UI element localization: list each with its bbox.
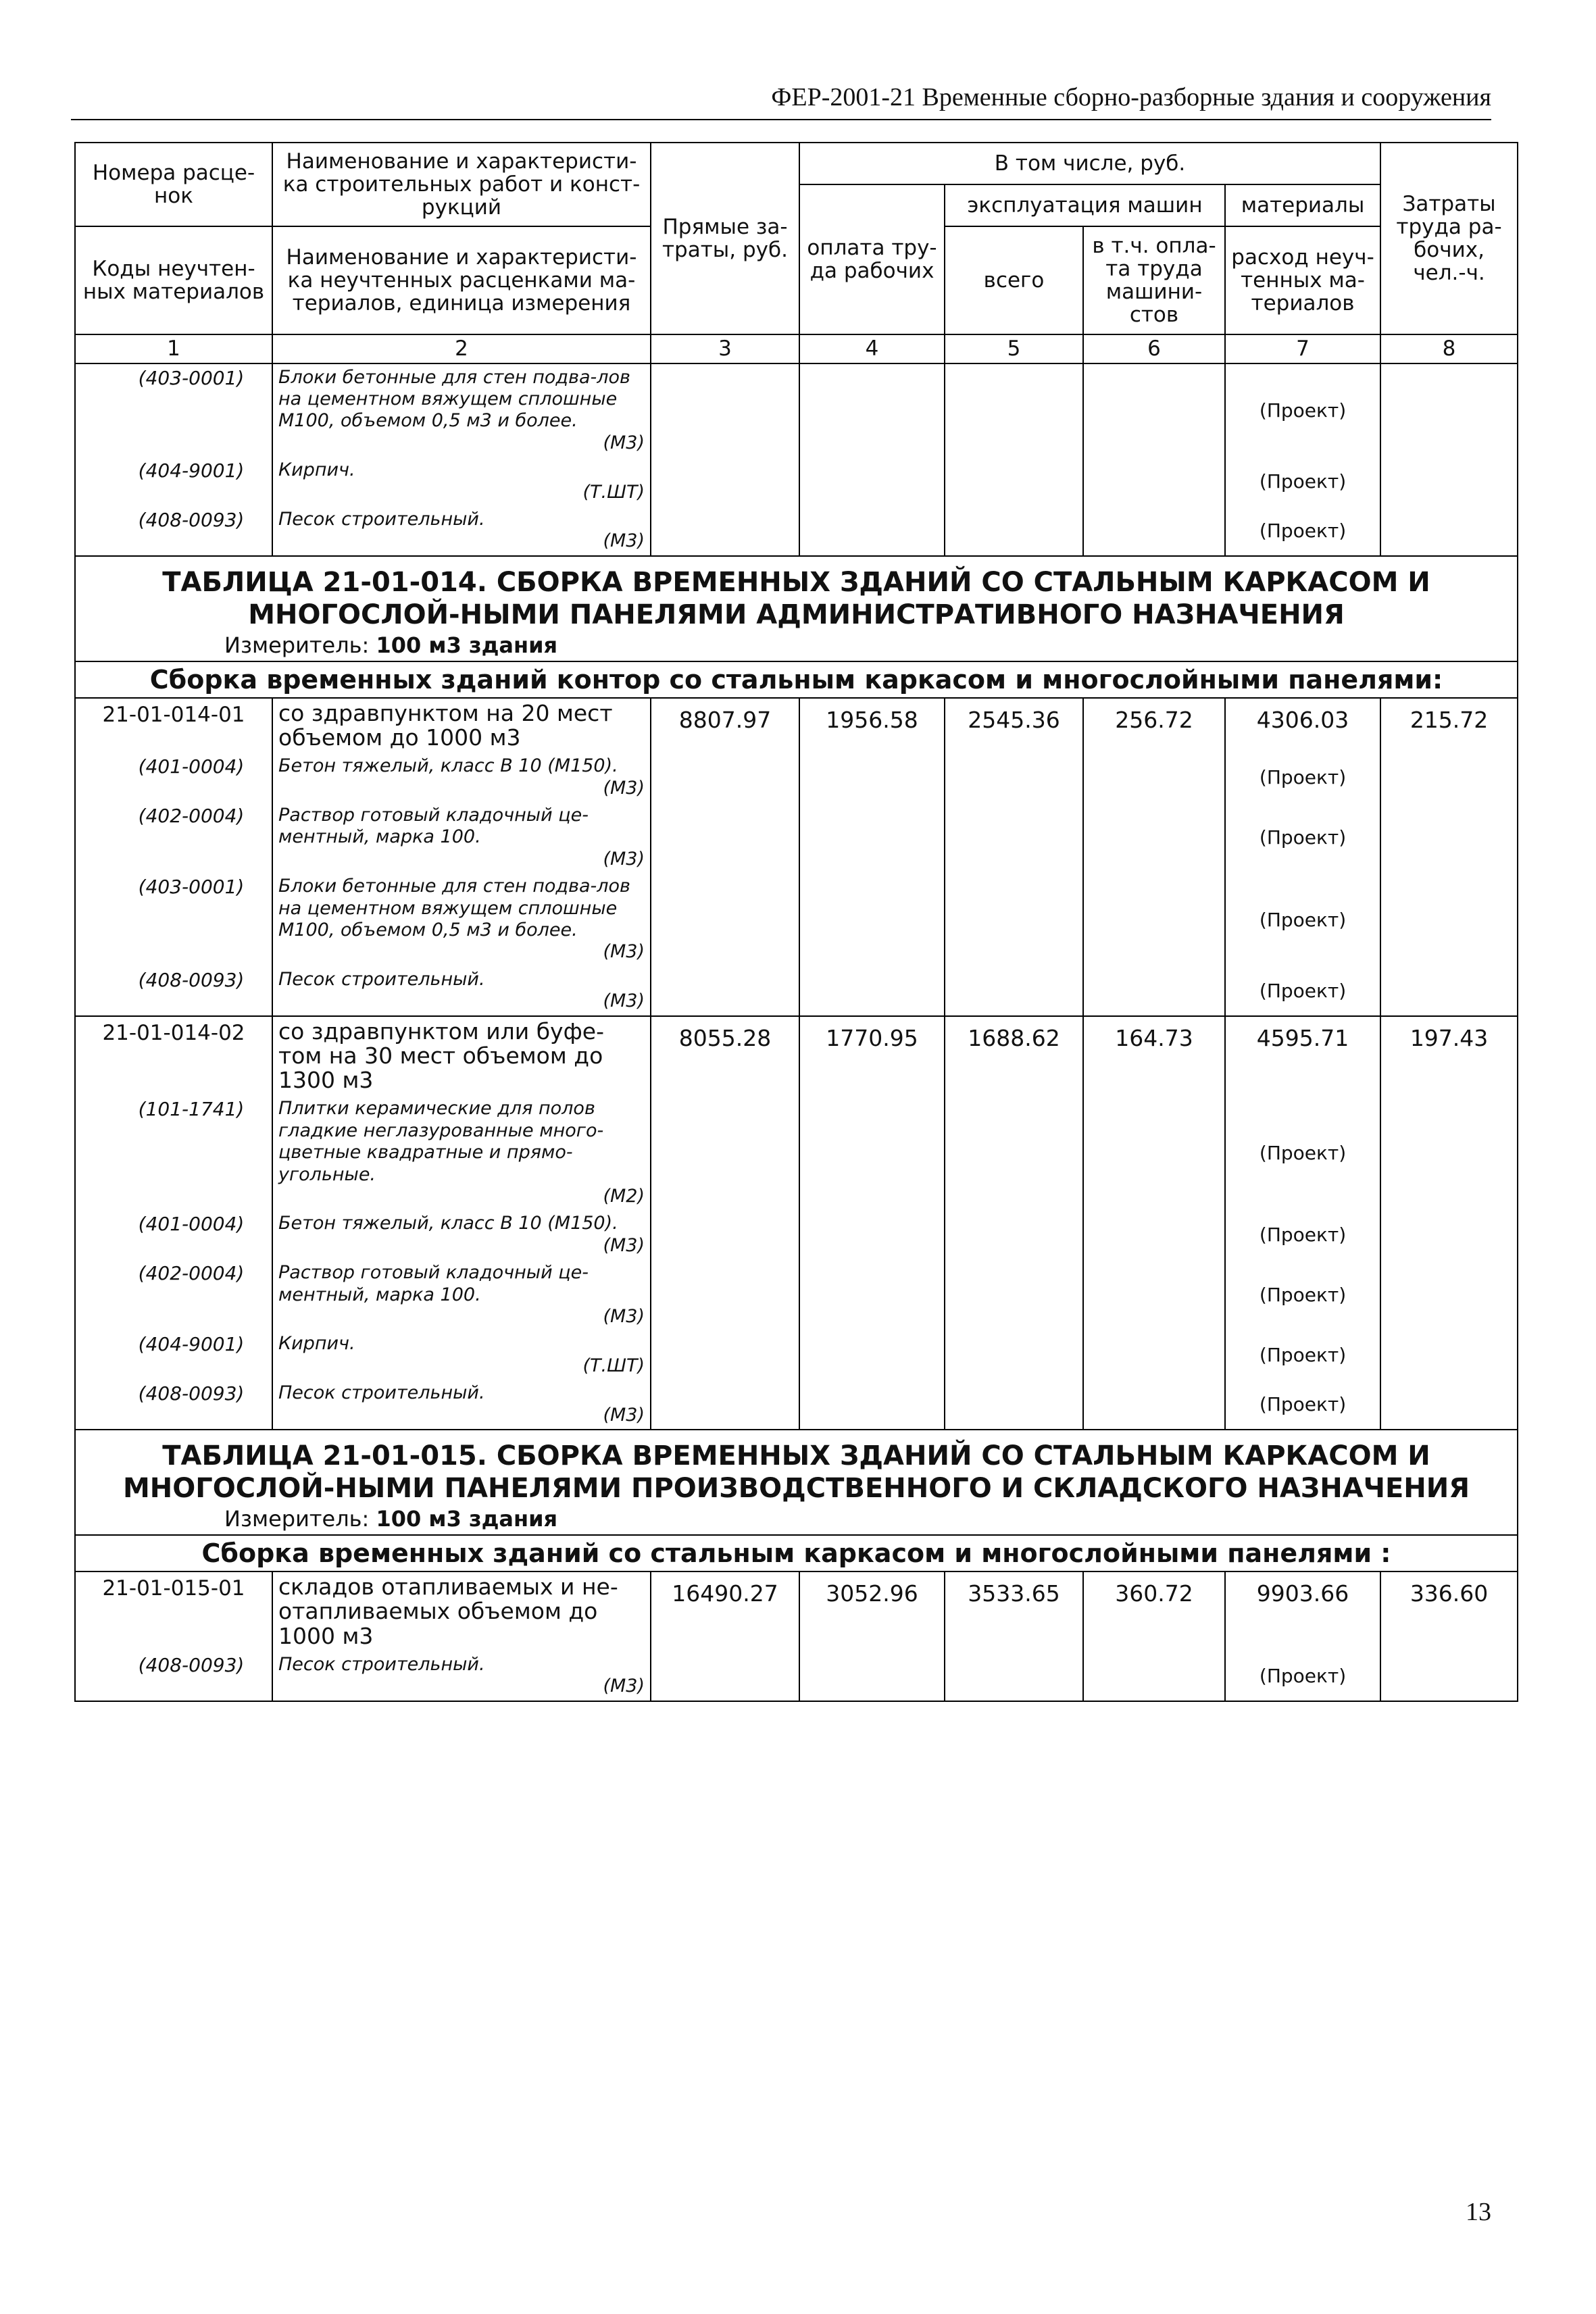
table-meter-row: [75, 1505, 1518, 1535]
material-consumption: (Проект): [1225, 802, 1380, 873]
rate-labor-pay: 1956.58: [799, 698, 945, 753]
empty-cell: [651, 753, 799, 802]
material-name-cell: [272, 873, 651, 966]
material-row: [75, 753, 1518, 802]
material-consumption: (Проект): [1225, 1651, 1380, 1701]
table-meter: [75, 1505, 1518, 1535]
rate-row: [75, 698, 1518, 753]
empty-cell: [945, 966, 1083, 1016]
empty-cell: [945, 1380, 1083, 1430]
empty-cell: [651, 363, 799, 457]
material-name-cell: [272, 1651, 651, 1701]
header-machine-operation: эксплуатация машин: [945, 184, 1225, 226]
material-row: [75, 966, 1518, 1016]
material-name: Раствор готовый кладочный це-ментный, марка 100.: [278, 1262, 589, 1305]
material-unit: (М3): [603, 990, 645, 1012]
rate-row: [75, 1016, 1518, 1096]
header-work-name: Наименование и характеристи-ка строительных работ и конст-рукций: [272, 143, 651, 226]
material-name-cell: [272, 363, 651, 457]
material-row: [75, 873, 1518, 966]
empty-cell: [945, 1210, 1083, 1259]
group-heading-row: [75, 661, 1518, 698]
rate-work-name: складов отапливаемых и не-отапливаемых объемом до 1000 м3: [272, 1571, 651, 1651]
meter-value: 100 м3 здания: [376, 632, 558, 658]
material-row: [75, 1210, 1518, 1259]
empty-cell: [799, 1210, 945, 1259]
header-materials: материалы: [1225, 184, 1380, 226]
material-name: Песок строительный.: [278, 1653, 485, 1675]
rate-code: 21-01-014-01: [75, 698, 272, 753]
material-consumption: (Проект): [1225, 1210, 1380, 1259]
empty-cell: [1380, 753, 1518, 802]
rates-table: [74, 142, 1518, 1702]
rate-code: 21-01-014-02: [75, 1016, 272, 1096]
material-unit: (М3): [603, 530, 645, 552]
empty-cell: [799, 1259, 945, 1330]
material-name: Бетон тяжелый, класс В 10 (М150).: [278, 755, 618, 777]
empty-cell: [945, 1651, 1083, 1701]
material-consumption: (Проект): [1225, 1259, 1380, 1330]
empty-cell: [1380, 1380, 1518, 1430]
header-machinist-pay: в т.ч. опла-та труда машини-стов: [1083, 226, 1225, 334]
empty-cell: [799, 753, 945, 802]
empty-cell: [945, 1259, 1083, 1330]
material-consumption: (Проект): [1225, 873, 1380, 966]
material-row: [75, 802, 1518, 873]
material-unit: (М3): [603, 432, 645, 453]
rate-work-name: со здравпунктом на 20 мест объемом до 1000 м3: [272, 698, 651, 753]
material-code: (408-0093): [75, 1380, 272, 1430]
material-consumption: (Проект): [1225, 1380, 1380, 1430]
column-number: 7: [1225, 334, 1380, 363]
material-code: (402-0004): [75, 1259, 272, 1330]
empty-cell: [799, 457, 945, 506]
material-code: (401-0004): [75, 1210, 272, 1259]
meter-label: Измеритель:: [224, 1505, 370, 1532]
rate-machinist-pay: 256.72: [1083, 698, 1225, 753]
material-row: [75, 1259, 1518, 1330]
rate-machines-total: 2545.36: [945, 698, 1083, 753]
table-meter: [75, 631, 1518, 661]
empty-cell: [1380, 1651, 1518, 1701]
empty-cell: [1083, 873, 1225, 966]
column-number: 5: [945, 334, 1083, 363]
rate-row: [75, 1571, 1518, 1651]
empty-cell: [1083, 966, 1225, 1016]
material-code: (401-0004): [75, 753, 272, 802]
header-rate-numbers: Номера расце-нок: [75, 143, 272, 226]
material-name: Кирпич.: [278, 1333, 355, 1355]
column-number: 8: [1380, 334, 1518, 363]
empty-cell: [1083, 457, 1225, 506]
empty-cell: [1083, 363, 1225, 457]
empty-cell: [1380, 1330, 1518, 1380]
empty-cell: [1083, 1651, 1225, 1701]
running-head: ФЕР-2001-21 Временные сборно-разборные здания и сооружения: [771, 83, 1491, 111]
material-row: [75, 1095, 1518, 1210]
header-machines-total: всего: [945, 226, 1083, 334]
rate-direct-costs: 16490.27: [651, 1571, 799, 1651]
empty-cell: [1380, 1210, 1518, 1259]
empty-cell: [799, 1380, 945, 1430]
material-row: [75, 1380, 1518, 1430]
material-row: [75, 1330, 1518, 1380]
material-code: (408-0093): [75, 1651, 272, 1701]
material-consumption: (Проект): [1225, 1330, 1380, 1380]
material-code: (402-0004): [75, 802, 272, 873]
table-title-row: [75, 556, 1518, 631]
empty-cell: [945, 457, 1083, 506]
empty-cell: [945, 873, 1083, 966]
empty-cell: [945, 1330, 1083, 1380]
column-number: 2: [272, 334, 651, 363]
material-name-cell: [272, 506, 651, 556]
empty-cell: [799, 506, 945, 556]
empty-cell: [651, 457, 799, 506]
material-code: (408-0093): [75, 506, 272, 556]
material-consumption: (Проект): [1225, 457, 1380, 506]
material-name: Бетон тяжелый, класс В 10 (М150).: [278, 1213, 618, 1234]
empty-cell: [1380, 363, 1518, 457]
empty-cell: [651, 966, 799, 1016]
empty-cell: [651, 1651, 799, 1701]
group-heading: Сборка временных зданий контор со стальным каркасом и многослойными панелями:: [75, 661, 1518, 698]
material-code: (403-0001): [75, 363, 272, 457]
material-consumption: (Проект): [1225, 363, 1380, 457]
material-name-cell: [272, 802, 651, 873]
rate-labor-pay: 3052.96: [799, 1571, 945, 1651]
table-title-row: [75, 1430, 1518, 1505]
empty-cell: [799, 802, 945, 873]
material-consumption: (Проект): [1225, 1095, 1380, 1210]
header-rule: [71, 119, 1491, 120]
empty-cell: [945, 802, 1083, 873]
header-direct-costs: Прямые за-траты, руб.: [651, 143, 799, 334]
header-labor-hours: Затраты труда ра-бочих, чел.-ч.: [1380, 143, 1518, 334]
rate-direct-costs: 8807.97: [651, 698, 799, 753]
material-name-cell: [272, 966, 651, 1016]
material-name-cell: [272, 457, 651, 506]
rate-code: 21-01-015-01: [75, 1571, 272, 1651]
material-name: Песок строительный.: [278, 1382, 485, 1404]
empty-cell: [1083, 753, 1225, 802]
empty-cell: [1380, 802, 1518, 873]
material-unit: (М3): [603, 848, 645, 870]
meter-label: Измеритель:: [224, 632, 370, 658]
material-row: [75, 363, 1518, 457]
empty-cell: [1380, 873, 1518, 966]
empty-cell: [1380, 506, 1518, 556]
material-unit: (М3): [603, 777, 645, 799]
material-consumption: (Проект): [1225, 966, 1380, 1016]
header-material-consumption: расход неуч-тенных ма-териалов: [1225, 226, 1380, 334]
empty-cell: [945, 506, 1083, 556]
material-row: [75, 457, 1518, 506]
header-labor-pay: оплата тру-да рабочих: [799, 184, 945, 334]
empty-cell: [1083, 802, 1225, 873]
empty-cell: [1380, 457, 1518, 506]
empty-cell: [651, 873, 799, 966]
rate-machinist-pay: 164.73: [1083, 1016, 1225, 1096]
material-row: [75, 506, 1518, 556]
material-name: Песок строительный.: [278, 508, 485, 530]
empty-cell: [651, 506, 799, 556]
empty-cell: [651, 1259, 799, 1330]
table-title: ТАБЛИЦА 21-01-014. СБОРКА ВРЕМЕННЫХ ЗДАНИЙ СО СТАЛЬНЫМ КАРКАСОМ И МНОГОСЛОЙ-НЫМИ ПАНЕЛЯМИ АДМИНИСТРАТИВНОГО НАЗНАЧЕНИЯ: [75, 556, 1518, 631]
empty-cell: [1083, 1330, 1225, 1380]
rate-labor-pay: 1770.95: [799, 1016, 945, 1096]
material-consumption: (Проект): [1225, 506, 1380, 556]
material-unit: (М3): [603, 941, 645, 963]
material-name-cell: [272, 1380, 651, 1430]
empty-cell: [799, 1330, 945, 1380]
material-unit: (Т.ШТ): [582, 1355, 645, 1376]
material-unit: (М3): [603, 1404, 645, 1426]
material-name: Блоки бетонные для стен подва-лов на цементном вяжущем сплошные М100, объемом 0,5 м3 и более.: [278, 366, 630, 432]
empty-cell: [799, 363, 945, 457]
empty-cell: [799, 1095, 945, 1210]
material-name-cell: [272, 1210, 651, 1259]
empty-cell: [1380, 1259, 1518, 1330]
column-number: 6: [1083, 334, 1225, 363]
rate-work-name: со здравпунктом или буфе-том на 30 мест объемом до 1300 м3: [272, 1016, 651, 1096]
material-code: (404-9001): [75, 1330, 272, 1380]
material-name-cell: [272, 1330, 651, 1380]
column-number-row: [75, 334, 1518, 363]
meter-value: 100 м3 здания: [376, 1505, 558, 1532]
rate-materials: 4595.71: [1225, 1016, 1380, 1096]
rate-machines-total: 1688.62: [945, 1016, 1083, 1096]
rate-direct-costs: 8055.28: [651, 1016, 799, 1096]
material-name: Раствор готовый кладочный це-ментный, марка 100.: [278, 805, 589, 848]
material-name-cell: [272, 1095, 651, 1210]
group-heading-row: [75, 1535, 1518, 1571]
empty-cell: [799, 873, 945, 966]
rate-materials: 4306.03: [1225, 698, 1380, 753]
empty-cell: [1083, 1380, 1225, 1430]
empty-cell: [651, 1380, 799, 1430]
rate-machines-total: 3533.65: [945, 1571, 1083, 1651]
material-row: [75, 1651, 1518, 1701]
rate-labor-hours: 215.72: [1380, 698, 1518, 753]
material-unit: (М3): [603, 1676, 645, 1697]
empty-cell: [651, 1330, 799, 1380]
empty-cell: [1083, 506, 1225, 556]
material-code: (404-9001): [75, 457, 272, 506]
material-name: Песок строительный.: [278, 968, 485, 990]
material-unit: (М3): [603, 1234, 645, 1256]
empty-cell: [651, 1095, 799, 1210]
empty-cell: [945, 1095, 1083, 1210]
empty-cell: [799, 1651, 945, 1701]
empty-cell: [1083, 1210, 1225, 1259]
material-name-cell: [272, 753, 651, 802]
material-name-cell: [272, 1259, 651, 1330]
material-code: (101-1741): [75, 1095, 272, 1210]
empty-cell: [651, 802, 799, 873]
material-name: Плитки керамические для полов гладкие неглазурованные много-цветные квадратные и прямо-угольные.: [278, 1098, 604, 1185]
header-material-codes: Коды неучтен-ных материалов: [75, 226, 272, 334]
empty-cell: [1380, 1095, 1518, 1210]
material-consumption: (Проект): [1225, 753, 1380, 802]
column-number: 3: [651, 334, 799, 363]
rate-labor-hours: 197.43: [1380, 1016, 1518, 1096]
material-name: Блоки бетонные для стен подва-лов на цементном вяжущем сплошные М100, объемом 0,5 м3 и более.: [278, 876, 630, 940]
material-code: (403-0001): [75, 873, 272, 966]
page-number: 13: [1466, 2198, 1491, 2226]
material-code: (408-0093): [75, 966, 272, 1016]
empty-cell: [799, 966, 945, 1016]
table-title: ТАБЛИЦА 21-01-015. СБОРКА ВРЕМЕННЫХ ЗДАНИЙ СО СТАЛЬНЫМ КАРКАСОМ И МНОГОСЛОЙ-НЫМИ ПАНЕЛЯМИ ПРОИЗВОДСТВЕННОГО И СКЛАДСКОГО НАЗНАЧЕНИЯ: [75, 1430, 1518, 1505]
material-unit: (М3): [603, 1305, 645, 1327]
header-material-name: Наименование и характеристи-ка неучтенных расценками ма-териалов, единица измерения: [272, 226, 651, 334]
empty-cell: [945, 363, 1083, 457]
material-name: Кирпич.: [278, 459, 355, 481]
empty-cell: [1083, 1259, 1225, 1330]
empty-cell: [945, 753, 1083, 802]
material-unit: (Т.ШТ): [582, 481, 645, 503]
column-number: 4: [799, 334, 945, 363]
material-unit: (М2): [603, 1186, 645, 1207]
table-meter-row: [75, 631, 1518, 661]
empty-cell: [1380, 966, 1518, 1016]
rate-machinist-pay: 360.72: [1083, 1571, 1225, 1651]
group-heading: Сборка временных зданий со стальным каркасом и многослойными панелями :: [75, 1535, 1518, 1571]
empty-cell: [1083, 1095, 1225, 1210]
column-number: 1: [75, 334, 272, 363]
empty-cell: [651, 1210, 799, 1259]
header-including: В том числе, руб.: [799, 143, 1380, 184]
rate-materials: 9903.66: [1225, 1571, 1380, 1651]
rate-labor-hours: 336.60: [1380, 1571, 1518, 1651]
